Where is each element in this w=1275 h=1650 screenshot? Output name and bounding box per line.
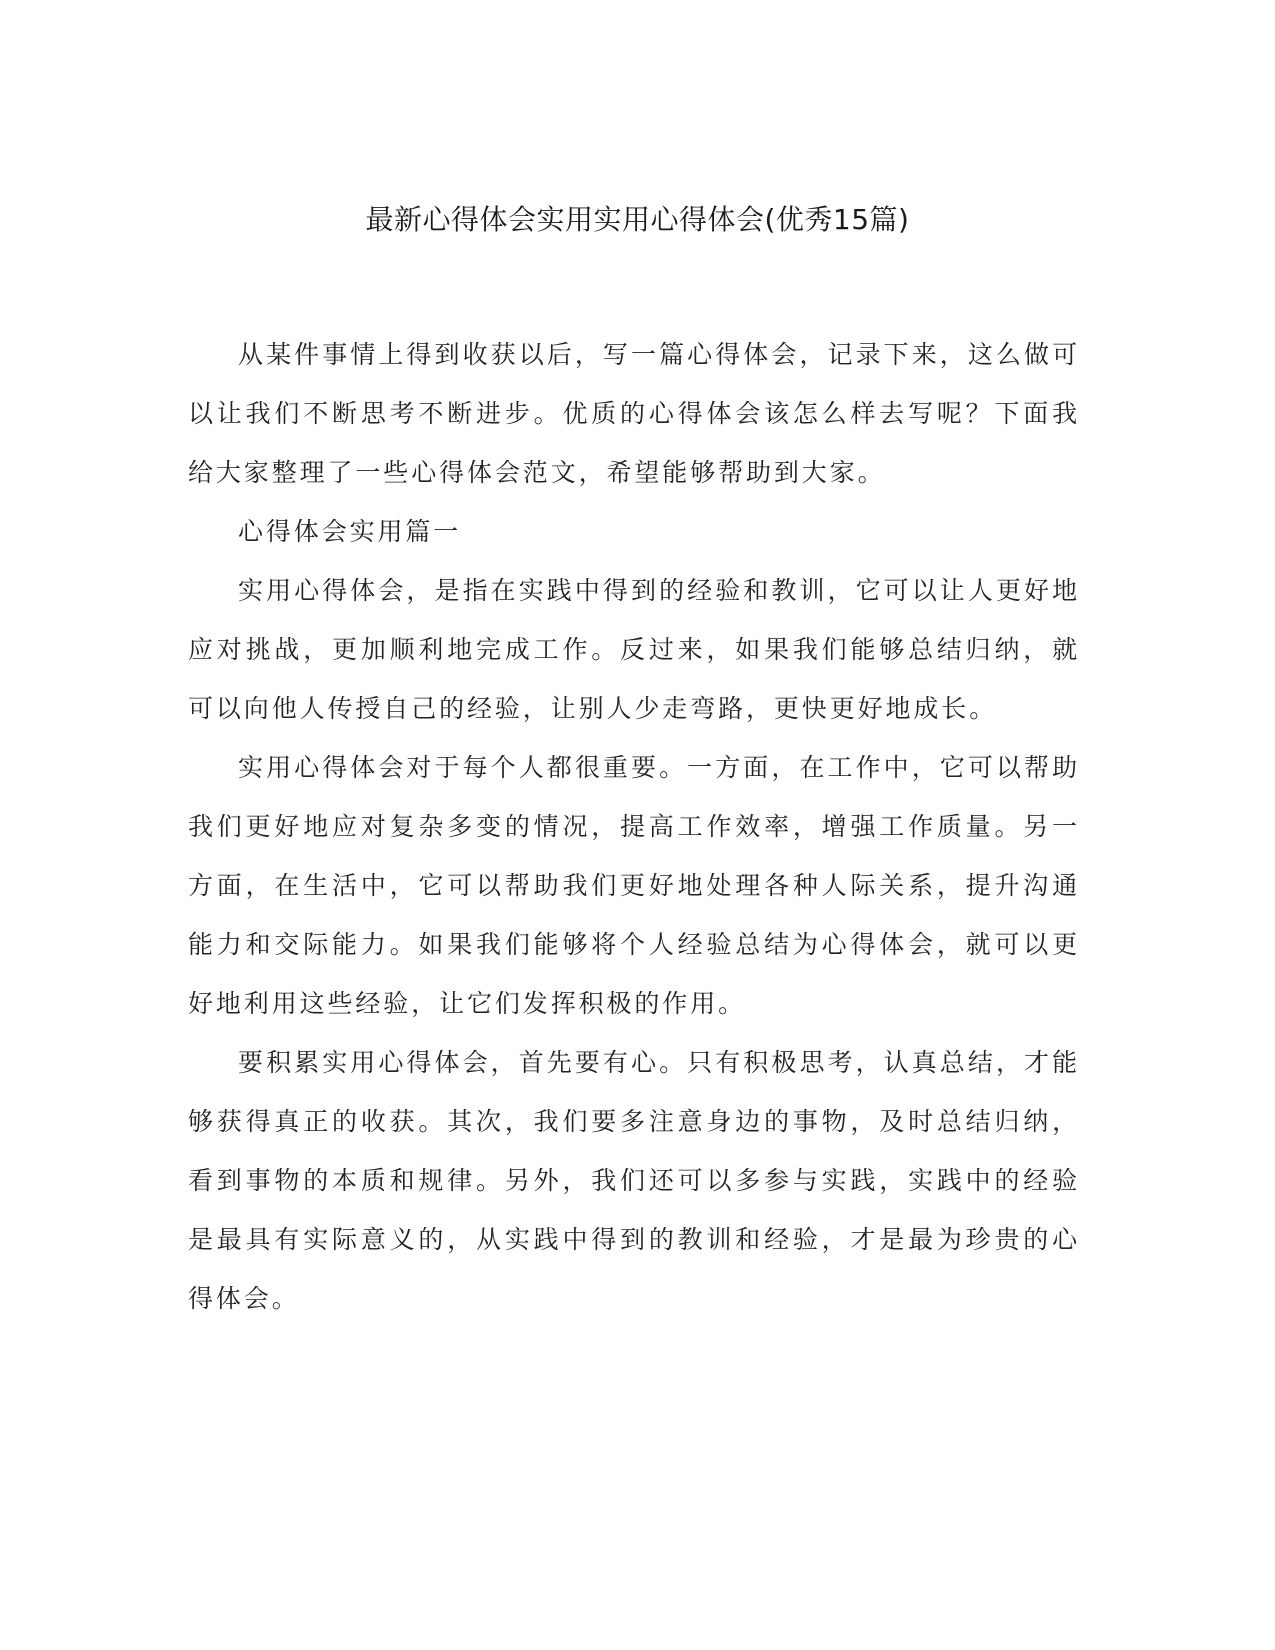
- body-paragraph-1: 实用心得体会，是指在实践中得到的经验和教训，它可以让人更好地应对挑战，更加顺利地完成工作。反过来，如果我们能够总结归纳，就可以向他人传授自己的经验，让别人少走弯路，更快更好地成长。: [188, 576, 1080, 723]
- body-paragraph-3: 要积累实用心得体会，首先要有心。只有积极思考，认真总结，才能够获得真正的收获。其次，我们要多注意身边的事物，及时总结归纳，看到事物的本质和规律。另外，我们还可以多参与实践，实践中的经验是最具有实际意义的，从实践中得到的教训和经验，才是最为珍贵的心得体会。: [188, 1048, 1080, 1313]
- section-heading: 心得体会实用篇一: [238, 517, 462, 546]
- intro-paragraph: 从某件事情上得到收获以后，写一篇心得体会，记录下来，这么做可以让我们不断思考不断进步。优质的心得体会该怎么样去写呢？下面我给大家整理了一些心得体会范文，希望能够帮助到大家。: [188, 340, 1080, 487]
- body-paragraph-2: 实用心得体会对于每个人都很重要。一方面，在工作中，它可以帮助我们更好地应对复杂多变的情况，提高工作效率，增强工作质量。另一方面，在生活中，它可以帮助我们更好地处理各种人际关系，提升沟通能力和交际能力。如果我们能够将个人经验总结为心得体会，就可以更好地利用这些经验，让它们发挥积极的作用。: [188, 753, 1080, 1018]
- document-body: [188, 325, 1080, 1328]
- document-title: 最新心得体会实用实用心得体会(优秀15篇): [365, 203, 910, 236]
